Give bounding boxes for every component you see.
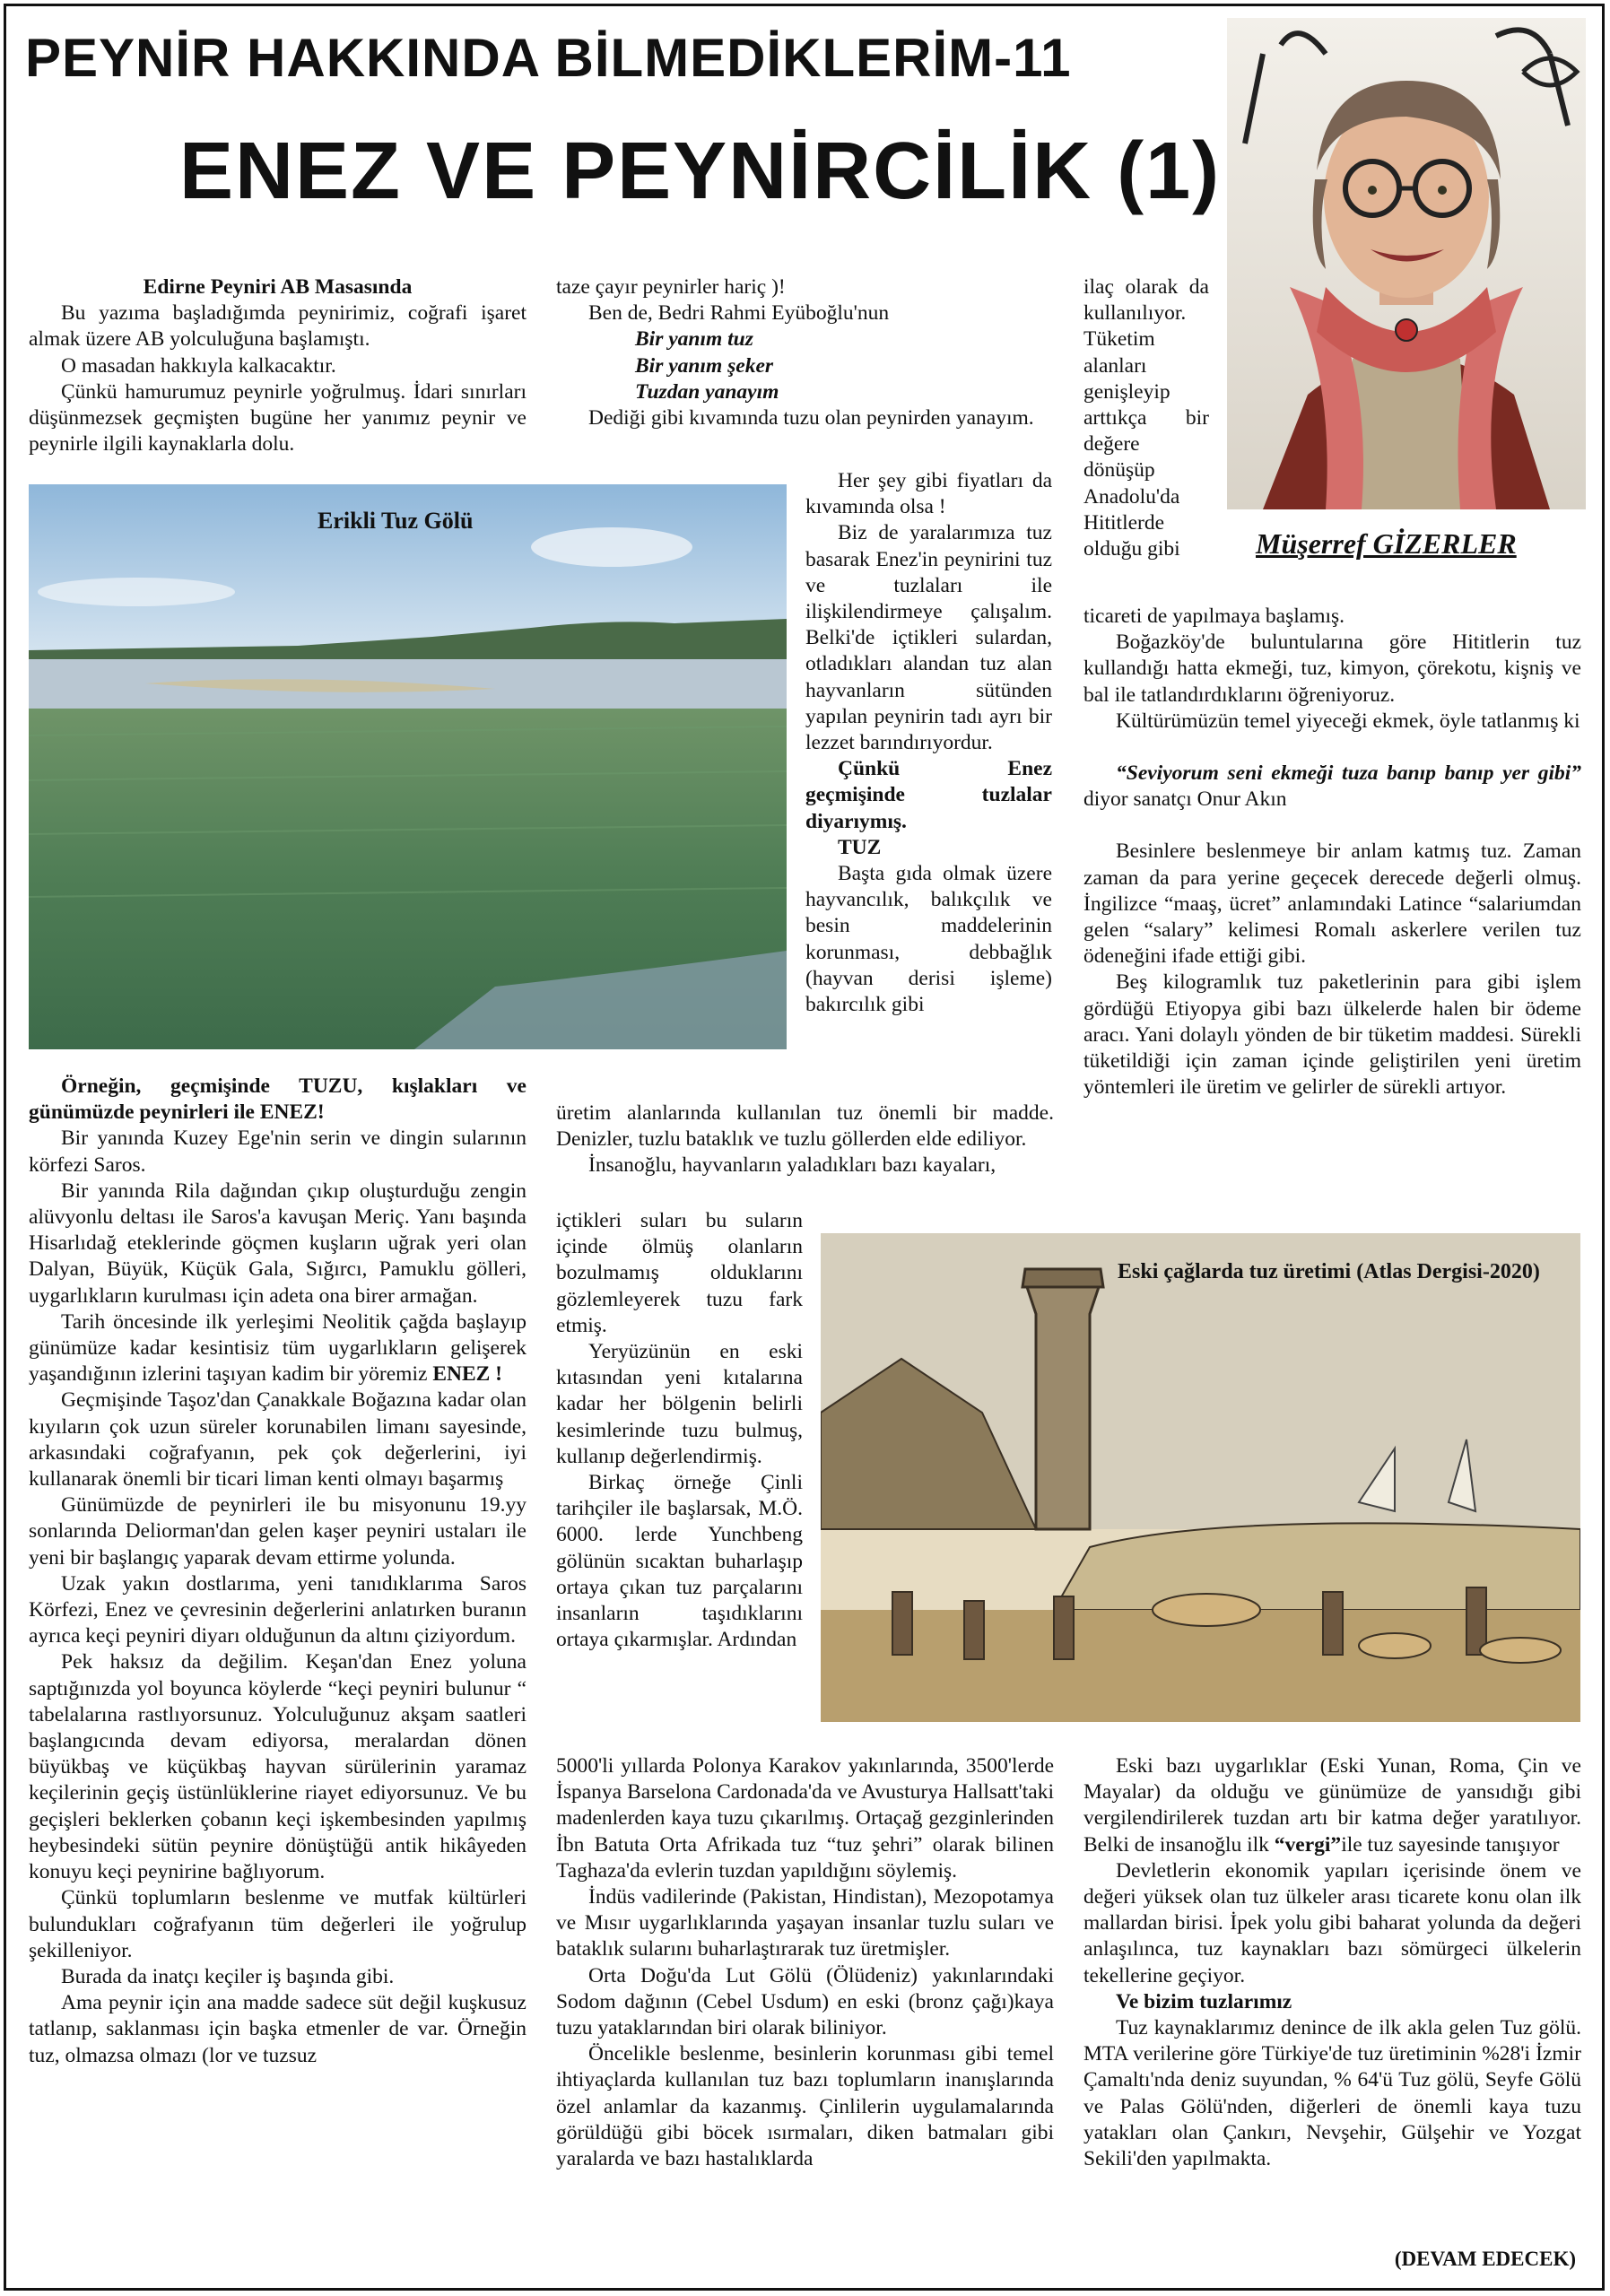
- paragraph: taze çayır peynirler hariç )!: [556, 275, 786, 299]
- paragraph: Başta gıda olmak üzere hayvancılık, balıkçılık ve besin maddelerinin korunması, debbağlık (hayvan derisi işleme) bakırcılık gibi: [805, 862, 1052, 1017]
- paragraph: Çünkü Enez geçmişinde tuzlalar diyarıymış.: [805, 757, 1052, 833]
- column-2-narrow: [805, 468, 1052, 1018]
- paragraph: Çünkü hamurumuz peynirle yoğrulmuş. İdari sınırları düşünmezsek geçmişten bugüne her yanımız peynir ve peynirle ilgili kaynaklarla dolu.: [29, 379, 527, 457]
- paragraph: Bir yanında Kuzey Ege'nin serin ve dingin sularının körfezi Saros.: [29, 1126, 527, 1177]
- paragraph: Günümüzde de peynirleri ile bu misyonunu 19.yy sonlarında Deliorman'dan gelen kaşer peyniri ustaları ile yeni bir başlangıç yaparak devam ettirme yolunda.: [29, 1493, 527, 1570]
- paragraph: Pek haksız da değilim. Keşan'dan Enez yoluna saptığınızda yol boyunca köylerde “keçi peyniri bulunur “ tabelalarına rastlıyorsunuz. Yolculuğunuz akşam saatleri başlangıcında devam ediyorsa, meralardan dönen büyükbaş ve küçükbaş hayvan sürülerinin yaramaz keçilerinin geçiş üstünlüklerine riayet ediyorsunuz. Ve bu geçişleri beklerken çobanın keçi işkembesinden yapılmış heybesindeki sütün peynire dönüştüğü antik hikâyeden konuyu keçi peynirine bağlıyorum.: [29, 1650, 527, 1884]
- paragraph-emphasis: “vergi”: [1274, 1832, 1342, 1857]
- paragraph: Dediği gibi kıvamında tuzu olan peynirden yanayım.: [588, 406, 1034, 430]
- column-1-lower: [29, 1074, 527, 2069]
- paragraph-emphasis: ENEZ !: [432, 1362, 503, 1387]
- paragraph: içtikleri suları bu suların içinde ölmüş olanların bozulmamış olduklarını gözlemleyerek tuzu fark etmiş.: [556, 1209, 803, 1337]
- lake-caption: Erikli Tuz Gölü: [318, 508, 474, 534]
- paragraph: Öncelikle beslenme, besinlerin korunması gibi temel ihtiyaçlarda kullanılan tuz bazı toplumların inanışlarında özel anlamlar da kazanmış. Çinlilerin uygulamalarında görüldüğü gibi böcek ısırmaları, diken batmaları gibi yaralarda ve bazı hastalıklarda: [556, 2042, 1054, 2171]
- lake-photo: [29, 484, 787, 1049]
- paragraph: üretim alanlarında kullanılan tuz önemli bir madde. Denizler, tuzlu bataklık ve tuzlu göllerden elde ediliyor.: [556, 1101, 1054, 1152]
- poem-line: Bir yanım şeker: [635, 353, 774, 378]
- spacer: [1083, 813, 1581, 839]
- paragraph: İndüs vadilerinde (Pakistan, Hindistan), Mezopotamya ve Mısır uygarlıklarında yaşayan insanlar tuzlu suları ve bataklık sularını buharlaştırarak tuz üretmişler.: [556, 1885, 1054, 1961]
- salt-engraving: [821, 1233, 1580, 1722]
- column-3-lower: [1083, 1753, 1581, 2172]
- paragraph: Geçmişinde Taşoz'dan Çanakkale Boğazına kadar olan kıyıların çok uzun süreler korunabilen limanı sayesinde, arkasındaki coğrafyanın, pek çok değerlerini, iyi kullanarak önemli bir ticari liman kenti olmayı başarmış: [29, 1388, 527, 1492]
- paragraph: Kültürümüzün temel yiyeceği ekmek, öyle tatlanmış ki: [1116, 709, 1580, 733]
- paragraph: Tuz kaynaklarımız denince de ilk akla gelen Tuz gölü. MTA verilerine göre Türkiye'de tuz üretiminin %28'i İzmir Çamaltı'nda deniz suyundan, % 64'ü Tuz gölü, Seyfe Gölü ve Palas Gölü'nden, diğerleri de önemli kaya tuzu yatakları olan Çankırı, Nevşehir, Gülşehir ve Yozgat Sekili'den yapılmakta.: [1083, 2016, 1581, 2171]
- paragraph-text: ile tuz sayesinde tanışıyor: [1341, 1832, 1560, 1857]
- paragraph: Besinlere beslenmeye bir anlam katmış tuz. Zaman zaman da para yerine geçecek derecede değerli olmuş. İngilizce “maaş, ücret” anlamındaki Latince “salariumdan gelen “salary” kelimesi Romalı askerlere verilen tuz ödeneğini ifade ettiği gibi.: [1083, 839, 1581, 969]
- poem-line: Bir yanım tuz: [635, 327, 753, 352]
- column-3-narrow: [1083, 274, 1209, 562]
- column-1: [29, 274, 527, 457]
- column-2-bottom: [556, 1753, 1054, 2172]
- paragraph: İnsanoğlu, hayvanların yaladıkları bazı kayaları,: [588, 1153, 996, 1178]
- paragraph: Örneğin, geçmişinde TUZU, kışlakları ve günümüzde peynirleri ile ENEZ!: [29, 1074, 527, 1125]
- section-heading: Edirne Peyniri AB Masasında: [143, 275, 413, 299]
- paragraph: Ama peynir için ana madde sadece süt değil kuşkusuz tatlanıp, saklanması için başka etmenler de var. Örneğin tuz, olmazsa olmazı (lor ve tuzsuz: [29, 1991, 527, 2067]
- paragraph: [1083, 1753, 1581, 1858]
- salt-caption: Eski çağlarda tuz üretimi (Atlas Dergisi-2020): [1118, 1260, 1540, 1283]
- author-portrait: [1227, 18, 1586, 509]
- paragraph: 5000'li yıllarda Polonya Karakov yakınlarında, 3500'lerde İspanya Barselona Cardonada'da ve Avusturya Hallsatt'taki madenlerden kaya tuzu çıkarılmış. Ortaçağ gezginlerinden İbn Batuta Orta Afrikada tuz “tuz şehri” olarak bilinen Taghaza'da evlerin tuzdan yapıldığını söylemiş.: [556, 1754, 1054, 1883]
- quote: [1083, 761, 1581, 813]
- paragraph: Devletlerin ekonomik yapıları içerisinde önem ve değeri yüksek olan tuz ülkeler arası ticarete konu olan ilk mallardan birisi. İpek yolu gibi baharat yolunda da değeri anlaşılınca, tuz kaynakları bazı sömürgeci ülkelerin tekellerine geçiyor.: [1083, 1858, 1581, 1987]
- column-2-mid: [556, 1100, 1054, 1179]
- paragraph: Yeryüzünün en eski kıtasından yeni kıtalarına kadar her bölgenin belirli kesimlerinde tuzu bulmuş, kullanıp değerlendirmiş.: [556, 1340, 803, 1468]
- paragraph-text: Eski bazı uygarlıklar (Eski Yunan, Roma, Çin ve Mayalar) da olduğu ve günümüze de yansıdığı gibi vergilendirilerek tuzdan artı bir katma değer yaratılıyor. Belki de insanoğlu ilk: [1083, 1754, 1581, 1857]
- paragraph: O masadan hakkıyla kalkacaktır.: [61, 353, 336, 378]
- paragraph: Çünkü toplumların beslenme ve mutfak kültürleri bulundukları coğrafyanın tüm değerleri ile yoğrulup şekilleniyor.: [29, 1886, 527, 1962]
- paragraph-text: Tarih öncesinde ilk yerleşimi Neolitik çağda başlayıp günümüze kadar kesintisiz tüm uygarlıkların gelişerek yaşandığının izlerini taşıyan kadim bir yöremiz: [29, 1309, 527, 1387]
- paragraph: [29, 1309, 527, 1388]
- paragraph: Birkaç örneğe Çinli tarihçiler ile başlarsak, M.Ö. 6000. lerde Yunchbeng gölünün sıcaktan buharlaşıp ortaya çıkan tuz parçalarını insanların taşıdıklarını ortaya çıkarmışlar. Ardından: [556, 1471, 803, 1652]
- subheading-tuz: TUZ: [838, 835, 882, 859]
- continue-note: (DEVAM EDECEK): [1394, 2248, 1576, 2270]
- paragraph: Her şey gibi fiyatları da kıvamında olsa !: [805, 469, 1052, 519]
- article-title: ENEZ VE PEYNİRCİLİK (1): [179, 126, 1222, 216]
- quote-attribution: diyor sanatçı Onur Akın: [1083, 787, 1287, 812]
- paragraph: ticareti de yapılmaya başlamış.: [1083, 604, 1345, 628]
- paragraph: Bir yanında Rila dağından çıkıp oluşturduğu zengin alüvyonlu deltası ile Saros'a kavuşan Meriç. Yanı başında Hisarlıdağ eteklerinde göçmen kuşların uğrak yeri olan Dalyan, Büyük, Küçük Gala, Sığırcı, Pamuklu gölleri, uygarlıkların kurulması için adeta ona birer armağan.: [29, 1178, 527, 1308]
- paragraph: Burada da inatçı keçiler iş başında gibi.: [61, 1964, 395, 1988]
- paragraph: Beş kilogramlık tuz paketlerinin para gibi işlem gördüğü Etiyopya gibi bazı ülkelerde halen bir ödeme aracı. Yani dolaylı yönden de bir tüketim maddesi. Sürekli tüketildiği için zaman içinde geliştirilen yeni üretim yöntemleri ile üretim ve gelirler de sürekli artıyor.: [1083, 970, 1581, 1100]
- paragraph: Ben de, Bedri Rahmi Eyüboğlu'nun: [588, 301, 890, 326]
- series-title: PEYNİR HAKKINDA BİLMEDİKLERİM-11: [25, 28, 1072, 88]
- column-2-top: [556, 274, 1054, 431]
- poem-line: Tuzdan yanayım: [635, 379, 779, 404]
- paragraph: ilaç olarak da kullanılıyor. Tüketim alanları genişleyip arttıkça bir değere dönüşüp Anadolu'da Hititlerde olduğu gibi: [1083, 275, 1209, 561]
- spacer: [1083, 735, 1581, 761]
- subheading-bizim: Ve bizim tuzlarımız: [1116, 1989, 1292, 2013]
- column-3-upper: [1083, 604, 1581, 1100]
- paragraph: Biz de yaralarımıza tuz basarak Enez'in peynirini tuz ve tuzlaları ile ilişkilendirmeye çalışalım. Belki'de içtikleri sulardan, otladıkları alandan tuz alan hayvanların sütünden yapılan peynirin tadı ayrı bir lezzet barındırıyordur.: [805, 521, 1052, 755]
- author-name: Müşerref GİZERLER: [1256, 527, 1517, 560]
- quote-text: “Seviyorum seni ekmeği tuza banıp banıp yer gibi”: [1116, 761, 1581, 786]
- paragraph: Uzak yakın dostlarıma, yeni tanıdıklarıma Saros Körfezi, Enez ve çevresinin değerlerini anlatırken buranın ayrıca keçi peyniri diyarı olduğunun da altını çiziyordum.: [29, 1571, 527, 1648]
- column-2-beside-image: [556, 1208, 803, 1653]
- paragraph: Orta Doğu'da Lut Gölü (Ölüdeniz) yakınlarındaki Sodom dağının (Cebel Usdum) en eski (bronz çağı)kaya tuzu yataklarından biri olarak biliniyor.: [556, 1963, 1054, 2040]
- paragraph: Bu yazıma başladığımda peynirimiz, coğrafi işaret almak üzere AB yolculuğuna başlamıştı.: [29, 301, 527, 352]
- paragraph: Boğazköy'de buluntularına göre Hititlerin tuz kullandığı hatta ekmeği, tuz, kimyon, çörekotu, kişniş ve bal ile tatlandırdıklarını öğreniyoruz.: [1083, 631, 1581, 707]
